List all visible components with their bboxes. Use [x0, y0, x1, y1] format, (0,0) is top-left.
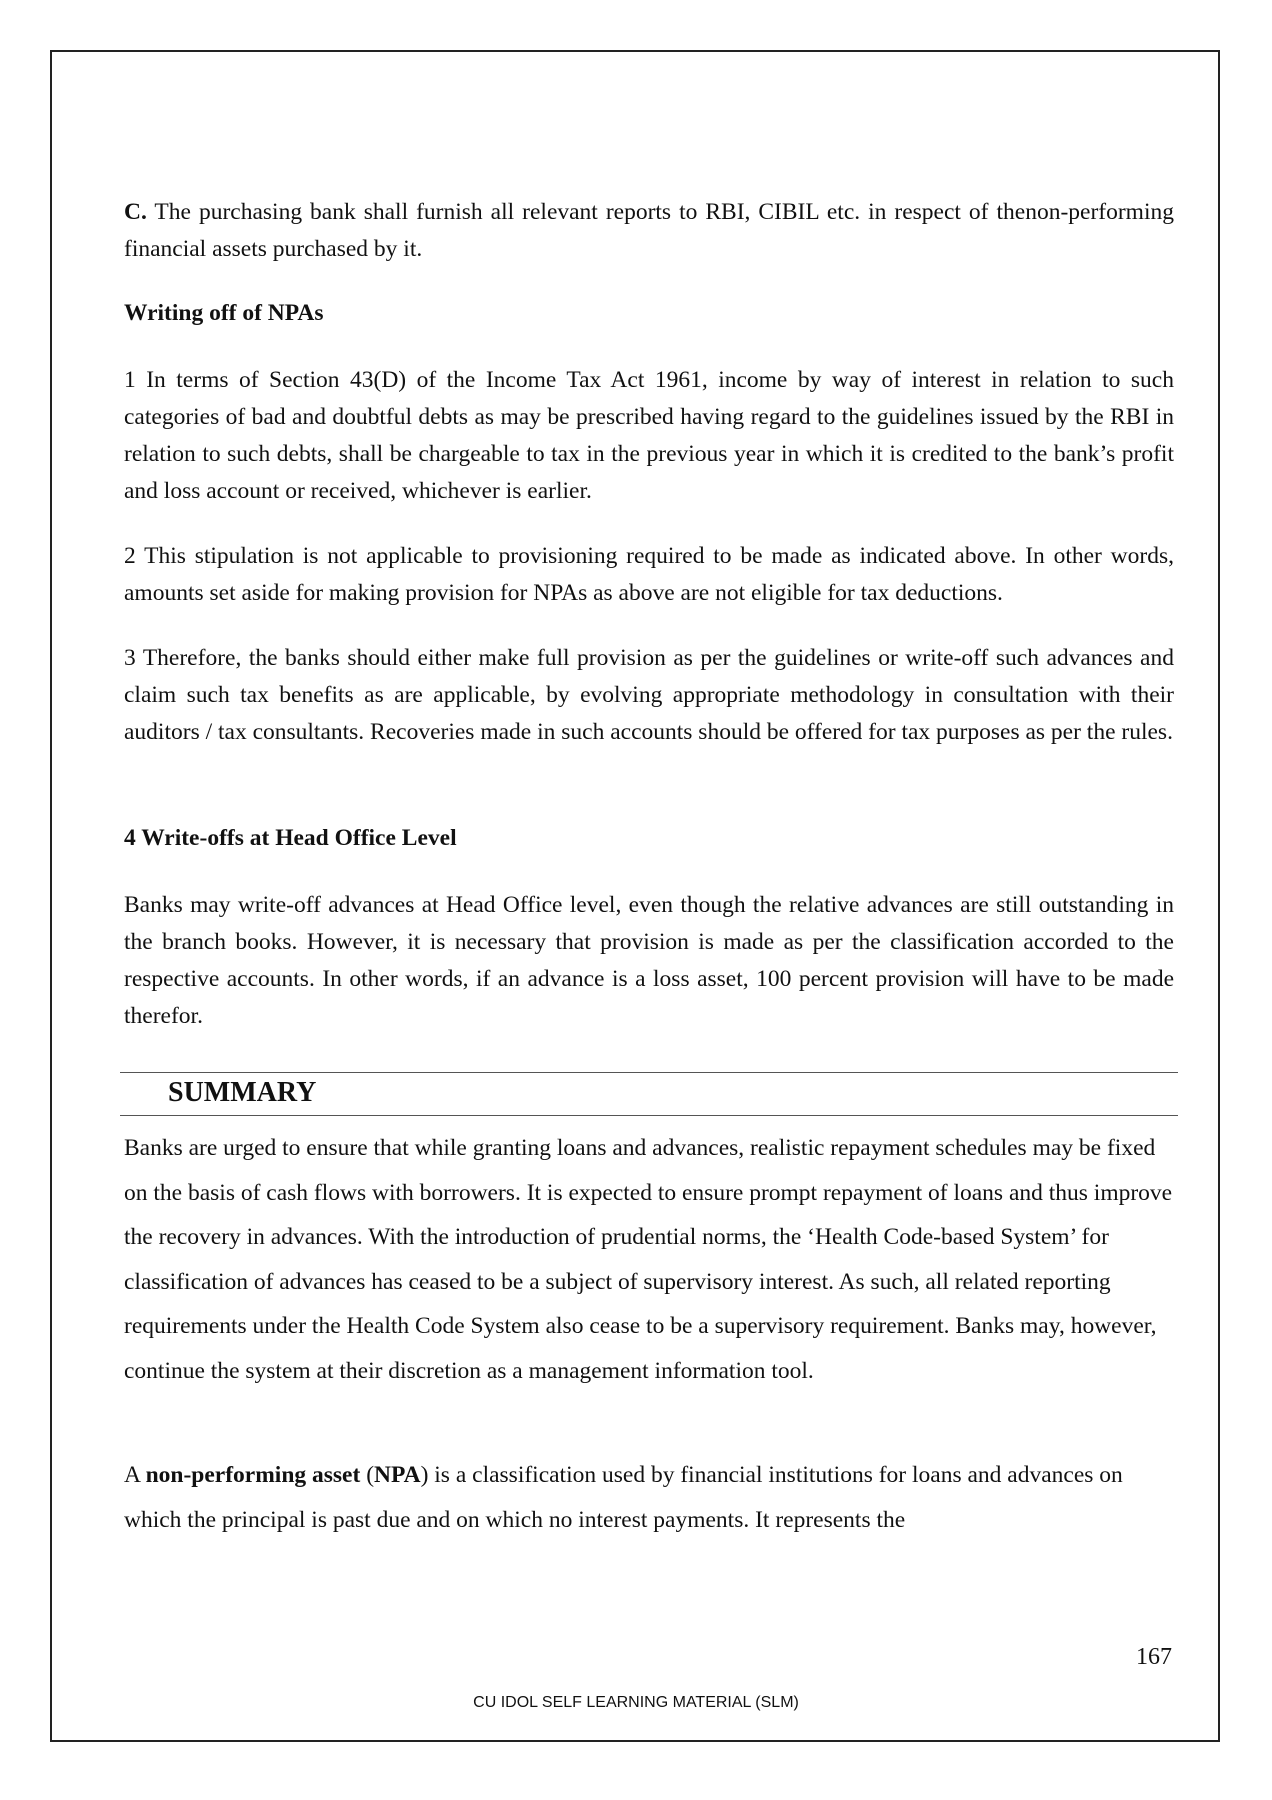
writing-off-para-1-block: [124, 362, 1174, 510]
head-office-para: Banks may write-off advances at Head Office level, even though the relative advances are still outstanding in the branch books. However, it is necessary that provision is made as per the classification accorded to the respective accounts. In other words, if an advance is a loss asset, 100 percent provision will have to be made therefor.: [124, 892, 1174, 1029]
head-office-para-block: [124, 887, 1174, 1035]
writing-off-heading-block: [124, 295, 1174, 332]
summary-para-2: A non-performing asset (NPA) is a classification used by financial institutions for loans and advances on which the principal is past due and on which no interest payments. It represents the: [124, 1462, 1123, 1533]
paragraph-c: [124, 194, 1174, 268]
footer-text: CU IDOL SELF LEARNING MATERIAL (SLM): [473, 1694, 799, 1711]
paragraph-c-lead: C.: [124, 199, 147, 225]
summary-para-1-block: [124, 1126, 1174, 1393]
writing-off-para-3-block: [124, 640, 1174, 751]
writing-off-para-2: 2 This stipulation is not applicable to provisioning required to be made as indicated above. In other words, amounts set aside for making provision for NPAs as above are not eligible for tax deductions.: [124, 543, 1174, 606]
summary-header-band: [120, 1072, 1178, 1116]
page-number: 167: [1136, 1644, 1172, 1670]
summary-title: SUMMARY: [168, 1077, 317, 1108]
npa-term: non-performing asset: [145, 1462, 361, 1488]
writing-off-para-1: 1 In terms of Section 43(D) of the Income Tax Act 1961, income by way of interest in relation to such categories of bad and doubtful debts as may be prescribed having regard to the guidelines issued by the RBI in relation to such debts, shall be chargeable to tax in the previous year in which it is credited to the bank’s profit and loss account or received, whichever is earlier.: [124, 367, 1174, 504]
writing-off-heading: Writing off of NPAs: [124, 300, 324, 326]
writing-off-para-3: 3 Therefore, the banks should either make full provision as per the guidelines or write-off such advances and claim such tax benefits as are applicable, by evolving appropriate methodology in consultation with their auditors / tax consultants. Recoveries made in such accounts should be offered for tax purposes as per the rules.: [124, 645, 1174, 745]
summary-para-1: Banks are urged to ensure that while granting loans and advances, realistic repayment schedules may be fixed on the basis of cash flows with borrowers. It is expected to ensure prompt repayment of loans and thus improve the recovery in advances. With the introduction of prudential norms, the ‘Health Code-based System’ for classification of advances has ceased to be a subject of supervisory interest. As such, all related reporting requirements under the Health Code System also cease to be a supervisory requirement. Banks may, however, continue the system at their discretion as a management information tool.: [124, 1135, 1173, 1384]
writing-off-para-2-block: [124, 538, 1174, 612]
head-office-heading: 4 Write-offs at Head Office Level: [124, 825, 457, 851]
paragraph-c-text: The purchasing bank shall furnish all relevant reports to RBI, CIBIL etc. in respect of thenon-performing financial assets purchased by it.: [124, 199, 1174, 262]
npa-abbreviation: NPA: [374, 1462, 421, 1488]
summary-para-2-block: [124, 1453, 1174, 1542]
head-office-heading-block: [124, 820, 1174, 857]
